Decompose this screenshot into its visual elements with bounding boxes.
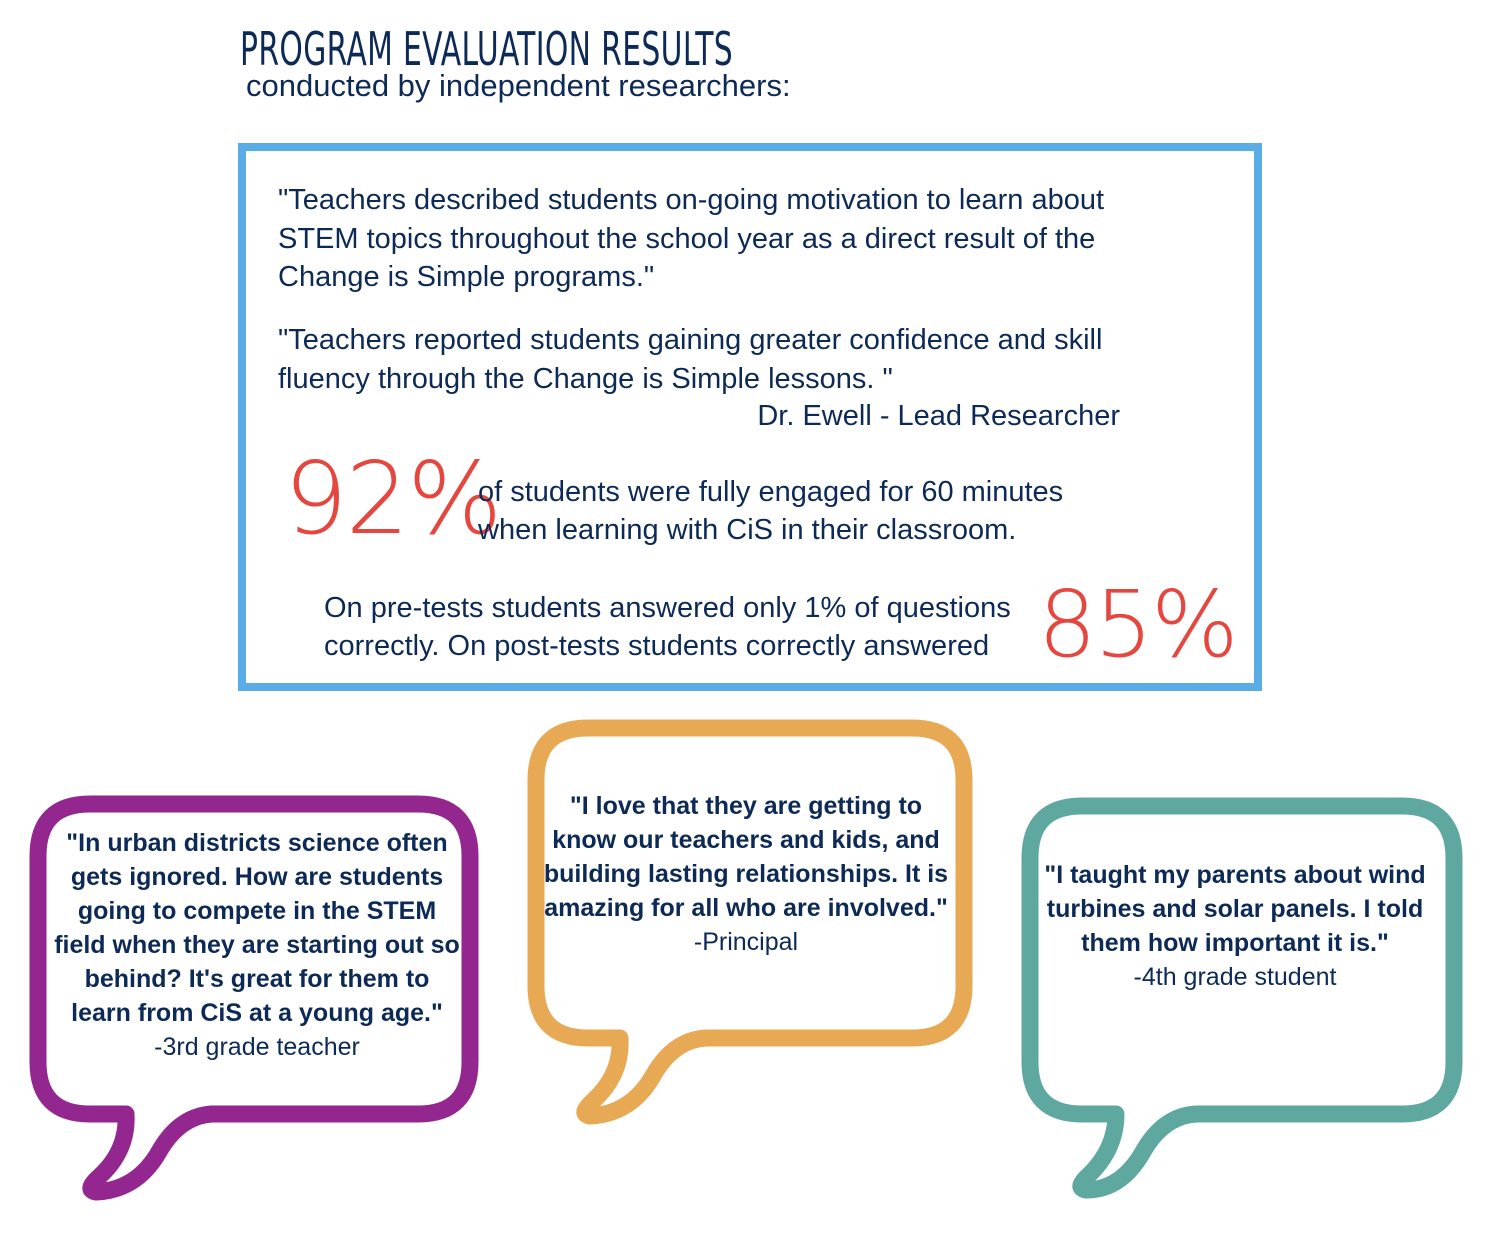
- test-stat-text: On pre-tests students answered only 1% of questions correctly. On post-tests students correctly answered: [324, 592, 1011, 662]
- testimonial-teacher: [52, 826, 462, 1064]
- research-quote-1: "Teachers described students on-going motivation to learn about STEM topics throughout the school year as a direct result of the Change is Simple programs.": [278, 184, 1105, 293]
- page-title: PROGRAM EVALUATION RESULTS: [240, 22, 734, 76]
- engagement-stat-value: 92%: [284, 440, 501, 557]
- testimonial-quote: "In urban districts science often gets ignored. How are students going to compete in the STEM field when they are starting out so behind? It's great for them to learn from CiS at a young age.": [54, 829, 460, 1027]
- test-stat-value: 85%: [1038, 571, 1237, 678]
- research-attribution: Dr. Ewell - Lead Researcher: [757, 400, 1120, 432]
- testimonial-quote: "I taught my parents about wind turbines and solar panels. I told them how important it is.": [1044, 861, 1426, 957]
- testimonial-quote: "I love that they are getting to know our teachers and kids, and building lasting relationships. It is amazing for all who are involved.": [543, 792, 949, 922]
- engagement-stat-text: of students were fully engaged for 60 minutes when learning with CiS in their classroom.: [478, 476, 1064, 546]
- testimonial-principal: [540, 789, 952, 959]
- testimonial-attribution: -4th grade student: [1133, 963, 1337, 991]
- testimonial-attribution: -Principal: [693, 928, 799, 956]
- research-quote-2: "Teachers reported students gaining greater confidence and skill fluency through the Change is Simple lessons. ": [278, 324, 1103, 395]
- testimonial-attribution: -3rd grade teacher: [154, 1033, 360, 1061]
- testimonial-student: [1040, 858, 1430, 994]
- page-subtitle: conducted by independent researchers:: [246, 68, 791, 103]
